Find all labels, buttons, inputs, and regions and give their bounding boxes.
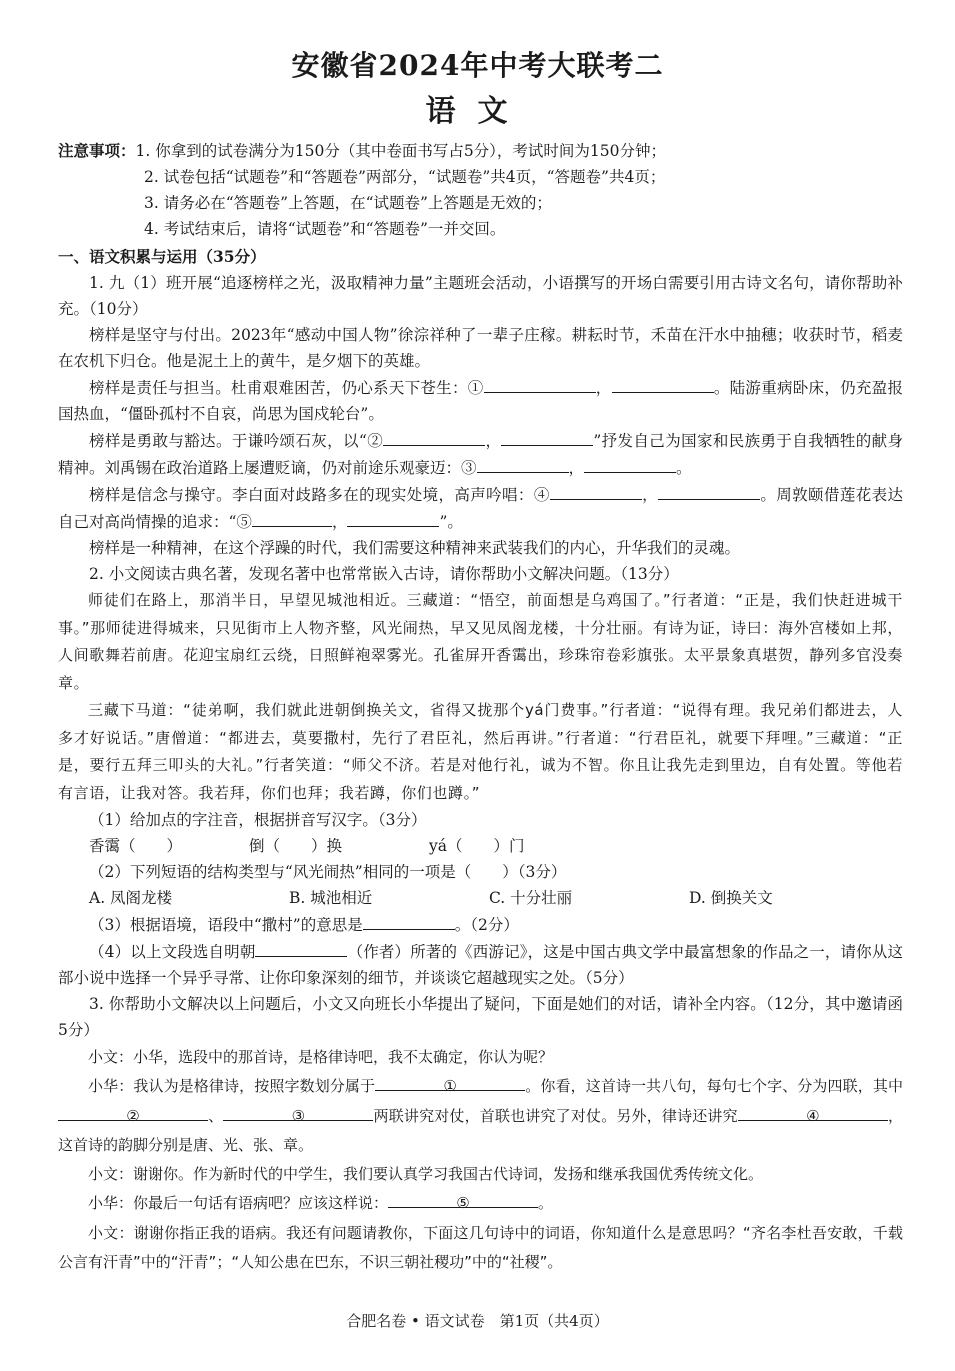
answer-blank[interactable] [477, 454, 569, 473]
notice-label: 注意事项： [58, 141, 136, 160]
answer-blank[interactable] [584, 454, 676, 473]
section-title: 一、语文积累与运用（35分） [58, 247, 266, 266]
notice-item: 3. 请务必在“答题卷”上答题，在“试题卷”上答题是无效的； [144, 194, 552, 212]
option-d[interactable]: D. 倒换关文 [689, 889, 773, 907]
answer-blank[interactable]: ② [58, 1102, 208, 1121]
answer-blank[interactable]: ③ [223, 1102, 373, 1121]
question-3-intro: 3. 你帮助小文解决以上问题后，小文又向班长小华提出了疑问，下面是她们的对话，请补全内容。（12分，其中邀请函5分） [58, 995, 903, 1039]
dialog-line: 小文：谢谢你指正我的语病。我还有问题请教你，下面这几句诗中的词语，你知道什么是意思吗？“齐名李杜吾安敢，千载公言有汗青”中的“汗青”；“人知公患在巴东，不识三朝社稷功”中的“社稷”。 [58, 1223, 903, 1272]
q1-paragraph: 榜样是一种精神，在这个浮躁的时代，我们需要这种精神来武装我们的内心，升华我们的灵魂。 [89, 539, 741, 557]
answer-blank[interactable]: ⑤ [388, 1189, 538, 1208]
answer-blank[interactable] [383, 427, 485, 446]
q2-subquestion: （1）给加点的字注音，根据拼音写汉字。（3分） [89, 811, 427, 829]
exam-content [58, 138, 903, 1277]
choice-options [58, 885, 903, 911]
answer-blank[interactable] [501, 427, 593, 446]
answer-blank[interactable] [347, 508, 439, 527]
q2-subquestion: （3）根据语境，语段中“撒村”的意思是 。（2分） [58, 911, 903, 938]
option-b[interactable]: B. 城池相近 [289, 889, 373, 907]
answer-blank[interactable] [550, 481, 642, 500]
notice-item: 4. 考试结束后，请将“试题卷”和“答题卷”一并交回。 [144, 220, 506, 238]
answer-blank[interactable] [255, 938, 347, 957]
novel-passage: 三藏下马道：“徒弟啊，我们就此进朝倒换关文，省得又拢那个yá门费事。”行者道：“说得有理。我兄弟们都进去，人多才好说话。”唐僧道：“都进去，莫要撒村，先行了君臣礼，然后再讲。”行者道：“行君臣礼，就要下拜哩。”三藏道：“正是，要行五拜三叩头的大礼。”行者笑道：“师父不济。若是对他行礼，诚为不智。你且让我先走到里边，自有处置。等他若有言语，让我对答。我若拜，你们也拜；我若蹲，你们也蹲。” [58, 701, 903, 802]
answer-blank[interactable] [484, 374, 596, 393]
answer-blank[interactable] [363, 911, 455, 930]
option-a[interactable]: A. 凤阁龙楼 [89, 889, 173, 907]
answer-blank[interactable]: ① [375, 1072, 525, 1091]
answer-blank[interactable] [612, 374, 714, 393]
q1-paragraph: 榜样是坚守与付出。2023年“感动中国人物”徐淙祥种了一辈子庄稼。耕耘时节，禾苗在汗水中抽穗；收获时节，稻麦在农机下归仓。他是泥土上的黄牛，是夕烟下的英雄。 [58, 326, 903, 370]
dialog-line: 小华：你最后一句话有语病吧？应该这样说： ⑤ 。 [58, 1189, 903, 1218]
q2-subquestion: （4）以上文段选自明朝 （作者）所著的《西游记》，这是中国古典文学中最富想象的作品之一，请你从这部小说中选择一个异乎寻常、让你印象深刻的细节，并谈谈它超越现实之处。（5分） [58, 938, 903, 991]
page-footer: 合肥名卷 • 语文试卷 第1页（共4页） [346, 1312, 609, 1330]
answer-blank[interactable] [658, 481, 760, 500]
dialog-line: 小文：谢谢你。作为新时代的中学生，我们要认真学习我国古代诗词，发扬和继承我国优秀传统文化。 [88, 1165, 764, 1184]
option-c[interactable]: C. 十分壮丽 [489, 889, 573, 907]
q1-paragraph: 榜样是责任与担当。杜甫艰难困苦，仍心系天下苍生：① ， 。陆游重病卧床，仍充盈报国热血，“僵卧孤村不自哀，尚思为国戍轮台”。 [58, 374, 903, 427]
q1-paragraph: 榜样是信念与操守。李白面对歧路多在的现实处境，高声吟唱：④ ， 。周敦颐借莲花表达自己对高尚情操的追求：“⑤ ， ”。 [58, 481, 903, 535]
dialog-line: 小文：小华，选段中的那首诗，是格律诗吧，我不太确定，你认为呢？ [88, 1048, 554, 1066]
dialog-line: 小华：我认为是格律诗，按照字数划分属于 ① 。你看，这首诗一共八句，每句七个字、分为四联，其中② 、 ③ 两联讲究对仗，首联也讲究了对仗。另外，律诗还讲究 ④ ，这首诗的韵脚分别是唐、光、张、章。 [58, 1072, 903, 1160]
question-1-intro: 1. 九（1）班开展“追逐榜样之光，汲取精神力量”主题班会活动，小语撰写的开场白需要引用古诗文名句，请你帮助补充。（10分） [58, 274, 903, 318]
answer-blank[interactable] [252, 508, 332, 527]
pinyin-items: 香霭（ ） 倒（ ）换 yá（ ）门 [89, 837, 525, 855]
q2-subquestion: （2）下列短语的结构类型与“风光闹热”相同的一项是（ ）（3分） [89, 863, 567, 881]
exam-subject: 语文 [425, 94, 530, 129]
notice-item: 1. 你拿到的试卷满分为150分（其中卷面书写占5分），考试时间为150分钟； [135, 142, 667, 160]
notice-block [58, 138, 903, 242]
answer-blank[interactable]: ④ [738, 1102, 888, 1121]
question-2-intro: 2. 小文阅读古典名著，发现名著中也常常嵌入古诗，请你帮助小文解决问题。（13分） [89, 565, 679, 583]
novel-passage: 师徒们在路上，那消半日，早望见城池相近。三藏道：“悟空，前面想是乌鸡国了。”行者道：“正是，我们快赶进城干事。”那师徒进得城来，只见街市上人物齐整，风光闹热，早又见凤阁龙楼，十分壮丽。有诗为证，诗曰：海外宫楼如上邦，人间歌舞若前唐。花迎宝扇红云绕，日照鲜袍翠雾光。孔雀屏开香霭出，珍珠帘卷彩旗张。太平景象真堪贺，静列多官没奏章。 [58, 591, 903, 692]
exam-title: 安徽省2024年中考大联考二 [291, 49, 664, 82]
q1-paragraph: 榜样是勇敢与豁达。于谦吟颂石灰，以“② ， ”抒发自己为国家和民族勇于自我牺牲的献身精神。刘禹锡在政治道路上屡遭贬谪，仍对前途乐观豪迈：③ ， 。 [58, 427, 903, 481]
notice-item: 2. 试卷包括“试题卷”和“答题卷”两部分，“试题卷”共4页，“答题卷”共4页； [144, 168, 666, 186]
